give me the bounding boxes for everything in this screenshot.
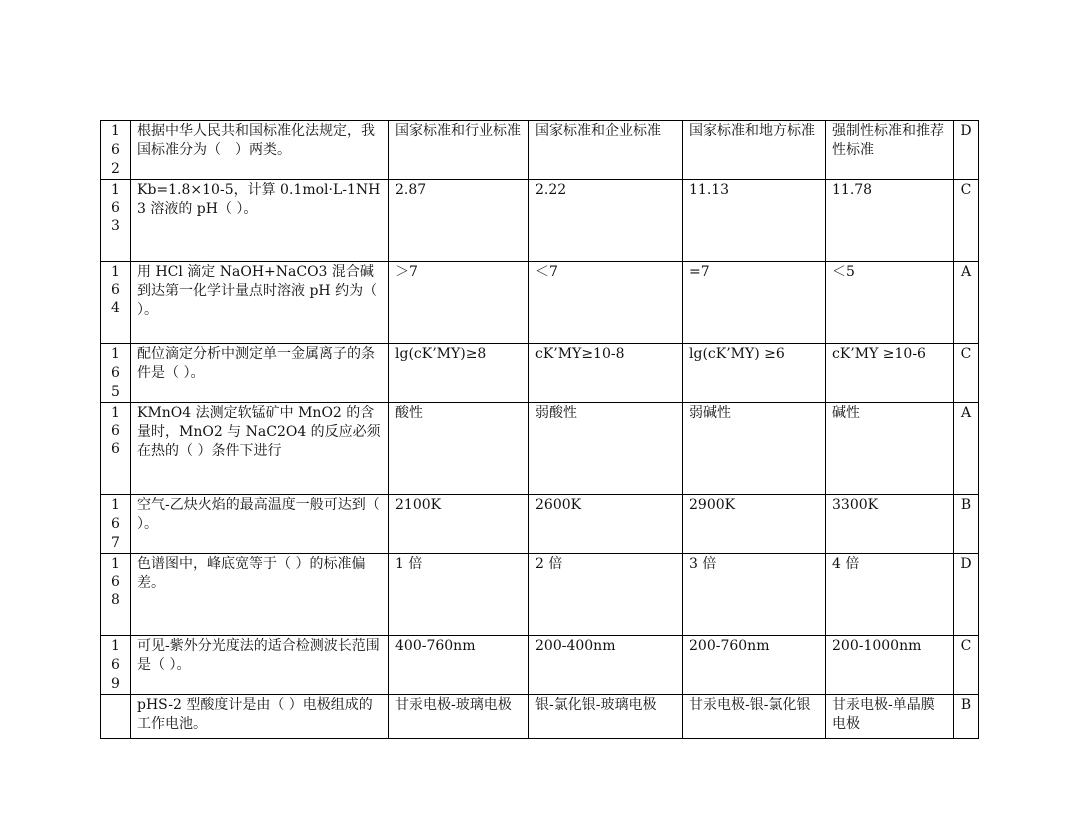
option-c: 200-760nm <box>683 636 826 695</box>
question-number-line: 6 <box>111 574 120 590</box>
question-number <box>101 554 131 636</box>
question-number <box>101 180 131 262</box>
option-a: 1 倍 <box>389 554 529 636</box>
question-text: 色谱图中，峰底宽等于（ ）的标准偏差。 <box>131 554 389 636</box>
question-row <box>101 344 979 403</box>
question-number-line: 7 <box>111 535 120 551</box>
question-text: 空气-乙炔火焰的最高温度一般可达到（ ）。 <box>131 495 389 554</box>
option-d: 4 倍 <box>826 554 954 636</box>
question-text: 配位滴定分析中测定单一金属离子的条件是（ ）。 <box>131 344 389 403</box>
option-b: 银-氯化银-玻璃电极 <box>529 695 683 739</box>
question-number <box>101 262 131 344</box>
option-d: 碱性 <box>826 403 954 495</box>
option-a: 甘汞电极-玻璃电极 <box>389 695 529 739</box>
option-d: 甘汞电极-单晶膜电极 <box>826 695 954 739</box>
option-a: lg(cK’MY)≥8 <box>389 344 529 403</box>
question-number-line: 8 <box>111 592 120 608</box>
option-b: 2600K <box>529 495 683 554</box>
option-a: 酸性 <box>389 403 529 495</box>
option-b: ＜7 <box>529 262 683 344</box>
question-row <box>101 121 979 180</box>
question-number <box>101 344 131 403</box>
option-b: 200-400nm <box>529 636 683 695</box>
question-row <box>101 554 979 636</box>
option-d: 11.78 <box>826 180 954 262</box>
question-number-line: 6 <box>111 200 120 216</box>
option-c: lg(cK’MY) ≥6 <box>683 344 826 403</box>
question-text: KMnO4 法测定软锰矿中 MnO2 的含量时，MnO2 与 NaC2O4 的反应必须在热的（ ）条件下进行 <box>131 403 389 495</box>
question-number <box>101 495 131 554</box>
question-number-line: 4 <box>111 300 120 316</box>
answer-key: B <box>954 695 979 739</box>
question-number <box>101 695 131 739</box>
option-b: 弱酸性 <box>529 403 683 495</box>
option-a: 2100K <box>389 495 529 554</box>
answer-key: B <box>954 495 979 554</box>
question-number-line: 5 <box>111 384 120 400</box>
question-row <box>101 636 979 695</box>
option-c: =7 <box>683 262 826 344</box>
question-number-line: 16 <box>111 346 120 381</box>
question-row <box>101 495 979 554</box>
question-number <box>101 403 131 495</box>
question-number-line: 3 <box>111 218 120 234</box>
answer-key: D <box>954 121 979 180</box>
question-number-line: 9 <box>111 676 120 692</box>
question-number-line: 6 <box>111 282 120 298</box>
question-number-line: 16 <box>111 123 120 158</box>
question-number-line: 1 <box>111 182 120 198</box>
option-d: ＜5 <box>826 262 954 344</box>
option-c: 11.13 <box>683 180 826 262</box>
option-a: 2.87 <box>389 180 529 262</box>
question-row <box>101 403 979 495</box>
option-a: 400-760nm <box>389 636 529 695</box>
question-text: 用 HCl 滴定 NaOH+NaCO3 混合碱到达第一化学计量点时溶液 pH 约为（ ）。 <box>131 262 389 344</box>
option-b: 国家标准和企业标准 <box>529 121 683 180</box>
question-text: 可见-紫外分光度法的适合检测波长范围是（ ）。 <box>131 636 389 695</box>
answer-key: C <box>954 180 979 262</box>
question-text: Kb=1.8×10-5，计算 0.1mol·L-1NH3 溶液的 pH（ ）。 <box>131 180 389 262</box>
question-text: pHS-2 型酸度计是由（ ）电极组成的工作电池。 <box>131 695 389 739</box>
option-c: 甘汞电极-银-氯化银 <box>683 695 826 739</box>
option-b: 2 倍 <box>529 554 683 636</box>
question-number-line: 16 <box>111 638 120 673</box>
question-number <box>101 121 131 180</box>
question-row <box>101 262 979 344</box>
option-d: 200-1000nm <box>826 636 954 695</box>
question-row <box>101 695 979 739</box>
question-table <box>100 120 979 739</box>
option-d: 3300K <box>826 495 954 554</box>
answer-key: C <box>954 344 979 403</box>
answer-key: A <box>954 403 979 495</box>
question-text: 根据中华人民共和国标准化法规定，我国标准分为（ ）两类。 <box>131 121 389 180</box>
option-d: cK’MY ≥10-6 <box>826 344 954 403</box>
question-number-line: 1 <box>111 556 120 572</box>
option-c: 2900K <box>683 495 826 554</box>
question-number <box>101 636 131 695</box>
question-number-line: 6 <box>111 441 120 457</box>
option-a: ＞7 <box>389 262 529 344</box>
option-a: 国家标准和行业标准 <box>389 121 529 180</box>
answer-key: C <box>954 636 979 695</box>
question-number-line: 16 <box>111 497 120 532</box>
option-c: 3 倍 <box>683 554 826 636</box>
option-d: 强制性标准和推荐性标准 <box>826 121 954 180</box>
question-number-line: 6 <box>111 423 120 439</box>
answer-key: A <box>954 262 979 344</box>
question-number-line: 1 <box>111 264 120 280</box>
question-number-line: 1 <box>111 405 120 421</box>
option-c: 弱碱性 <box>683 403 826 495</box>
question-number-line: 2 <box>111 161 120 177</box>
option-b: 2.22 <box>529 180 683 262</box>
question-table-body <box>101 121 979 739</box>
option-c: 国家标准和地方标准 <box>683 121 826 180</box>
question-row <box>101 180 979 262</box>
answer-key: D <box>954 554 979 636</box>
option-b: cK’MY≥10-8 <box>529 344 683 403</box>
